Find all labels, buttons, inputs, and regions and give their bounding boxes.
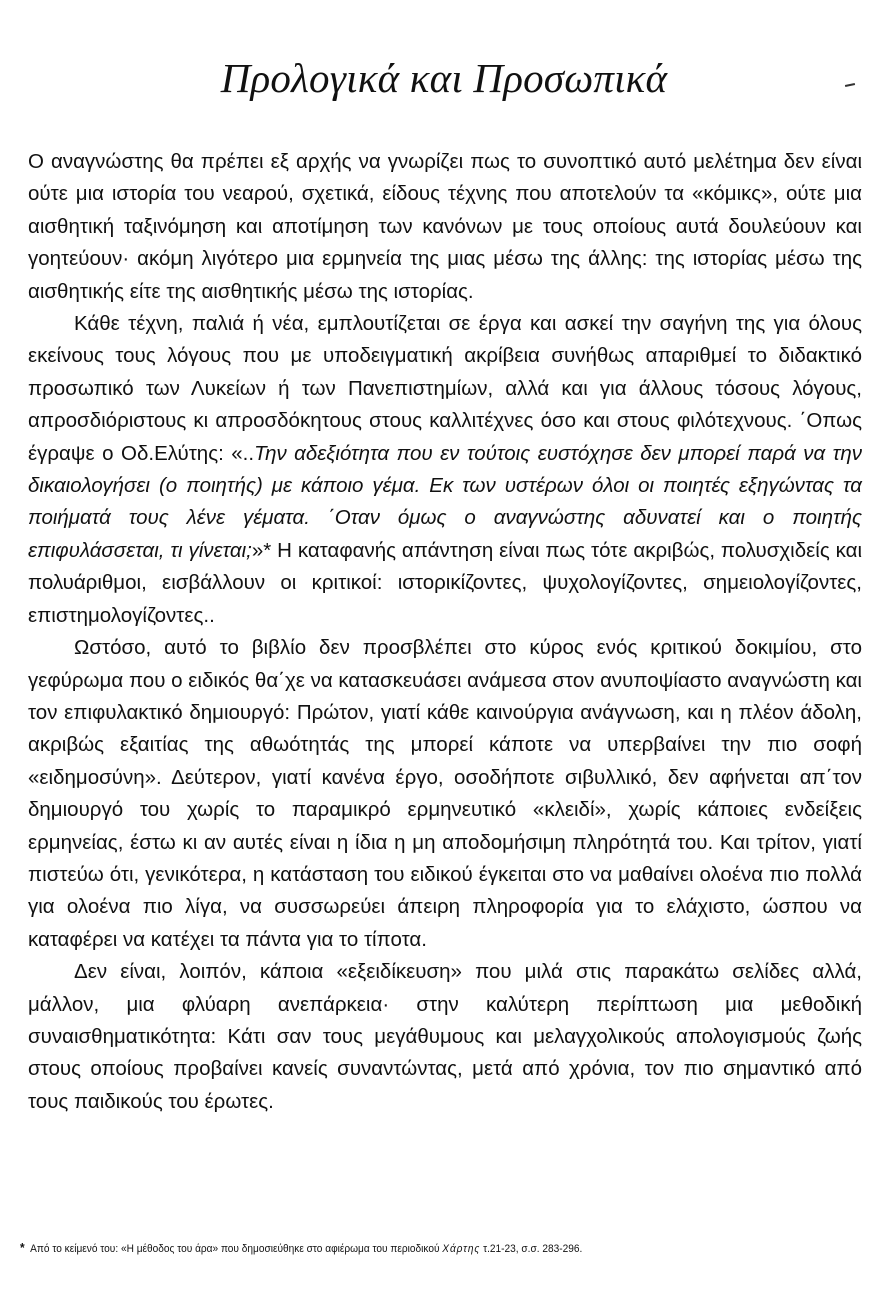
paragraph-2 <box>28 308 862 632</box>
footnote-marker: * <box>20 1240 25 1255</box>
elytis-quote: Την αδεξιότητα που εν τούτοις ευστόχησε δεν μπορεί παρά να την δικαιολογήσει (ο ποιητής) με κάποιο γέμα. Εκ των υστέρων όλοι οι ποιητές εξηγώντας τα ποιήματά τους λένε γέματα. ΄Οταν όμως ο αναγνώστης αδυνατεί και ο ποιητής επιφυλάσσεται, τι γίνεται; <box>28 441 862 562</box>
paragraph-2-text-before: Κάθε τέχνη, παλιά ή νέα, εμπλουτίζεται σε έργα και ασκεί την σαγήνη της για όλους εκείνους τους λόγους που με υποδειγματική ακρίβεια συνήθως απαριθμεί το διδακτικό προσωπικό των Λυκείων ή των Πανεπιστημίων, αλλά και για άλλους τόσους λόγους, απροσδιόριστους κι απροσδόκητους στους καλλιτέχνες όσο και στους φιλότεχνους. ΄Οπως έγραψε ο Οδ.Ελύτης: «.. <box>28 312 862 465</box>
paragraph-4: Δεν είναι, λοιπόν, κάποια «εξειδίκευση» που μιλά στις παρακάτω σελίδες αλλά, μάλλον, μια φλύαρη ανεπάρκεια· στην καλύτερη περίπτωση μια μεθοδική συναισθηματικότητα: Κάτι σαν τους μεγάθυμους και μελαγχολικούς απολογισμούς ζωής στους οποίους προβαίνει κανείς συναντώντας, μετά από χρόνια, τον πιο σημαντικό από τους παιδικούς του έρωτες. <box>28 960 862 1113</box>
paragraph-3: Ωστόσο, αυτό το βιβλίο δεν προσβλέπει στο κύρος ενός κριτικού δοκιμίου, στο γεφύρωμα που ο ειδικός θα΄χε να κατασκευάσει ανάμεσα στον ανυποψίαστο αναγνώστη και τον επιφυλακτικό δημιουργό: Πρώτον, γιατί κάθε καινούργια ανάγνωση, και η πλέον άδολη, ακριβώς εξαιτίας της αθωότητάς της μπορεί κάποτε να υπερβαίνει την πιο σοφή «ειδημοσύνη». Δεύτερον, γιατί κανένα έργο, οσοδήποτε σιβυλλικό, δεν αφήνεται απ΄τον δημιουργό του χωρίς το παραμικρό ερμηνευτικό «κλειδί», χωρίς κάποιες ενδείξεις ερμηνείας, έστω κι αν αυτές είναι η ίδια η μη αποδομήσιμη πληρότητά του. Και τρίτον, γιατί πιστεύω ότι, γενικότερα, η κατάσταση του ειδικού έγκειται στο να μαθαίνει ολοένα πιο πολλά για ολοένα πιο λίγα, να συσσωρεύει άπειρη πληροφορία για το ελάχιστο, ώσπου να καταφέρει να κατέχει τα πάντα για το τίποτα. <box>28 636 862 951</box>
footnote <box>20 1240 802 1257</box>
page-title: Προλογικά και Προσωπικά <box>220 55 668 101</box>
footnote-text-after: τ.21-23, σ.σ. 283-296. <box>483 1243 583 1255</box>
footnote-text-before: Από το κείμενό του: «Η μέθοδος του άρα» που δημοσιεύθηκε στο αφιέρωμα του περιοδικού <box>30 1243 440 1255</box>
paragraph-1: Ο αναγνώστης θα πρέπει εξ αρχής να γνωρίζει πως το συνοπτικό αυτό μελέτημα δεν είναι ούτε μια ιστορία του νεαρού, σχετικά, είδους τέχνης που αποτελούν τα «κόμικς», ούτε μια αισθητική ταξινόμηση και αποτίμηση των κανόνων με τους οποίους αυτά δουλεύουν και γοητεύουν· ακόμη λιγότερο μια ερμηνεία της μιας μέσω της άλλης: της ιστορίας μέσω της αισθητικής είτε της αισθητικής μέσω της ιστορίας. <box>28 150 862 303</box>
paragraph-2-text-after: »* Η καταφανής απάντηση είναι πως τότε ακριβώς, πολυσχιδείς και πολυάριθμοι, εισβάλλουν οι κριτικοί: ιστορικίζοντες, ψυχολογίζοντες, σημειολογίζοντες, επιστημολογίζοντες.. <box>28 538 863 627</box>
footnote-journal: Χάρτης <box>442 1243 481 1255</box>
body-text <box>28 146 862 1118</box>
